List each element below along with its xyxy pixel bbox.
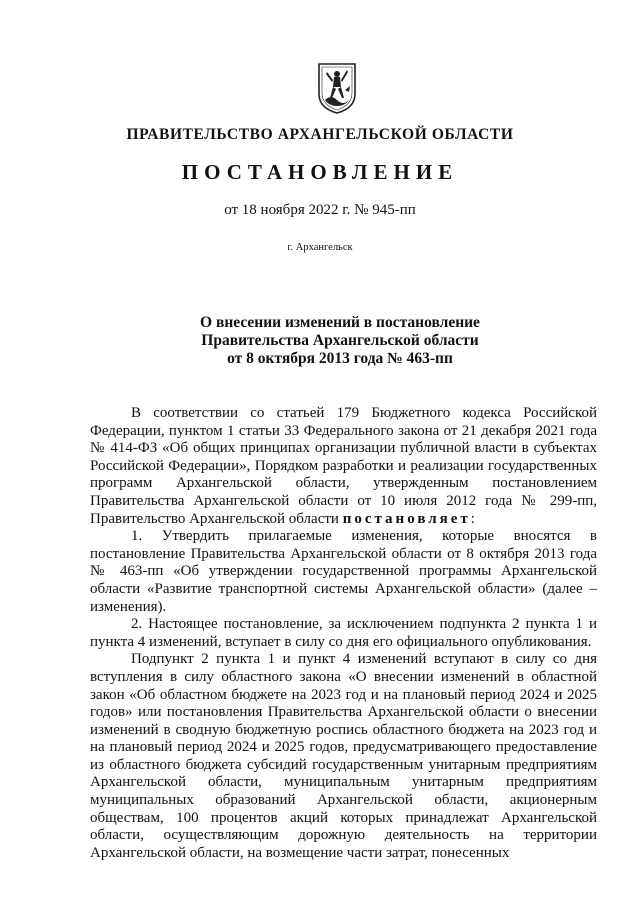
resolution-keyword: постановляет <box>342 510 471 527</box>
organization-name: ПРАВИТЕЛЬСТВО АРХАНГЕЛЬСКОЙ ОБЛАСТИ <box>126 126 514 143</box>
paragraph-punctuation: : <box>470 510 475 527</box>
coat-of-arms-icon <box>315 60 359 116</box>
document-title <box>140 314 540 368</box>
body-paragraph: Подпункт 2 пункта 1 и пункт 4 изменений вступают в силу со дня вступления в силу областного закона «О внесении изменений в областной закон «Об областном бюджете на 2023 год и на плановый период 2024 и 2025 годов» или постановления Правительства Архангельской области о внесении изменений в сводную бюджетную роспись областного бюджета на 2023 год и на плановый период 2024 и 2025 годов, предусматривающего предоставление из областного бюджета субсидий государственным унитарным предприятиям Архангельской области, муниципальным унитарным предприятиям муниципальных образований Архангельской области, акционерным обществам, 100 процентов акций которых принадлежат Архангельской области, осуществляющим дорожную деятельность на территории Архангельской области, на возмещение части затрат, понесенных <box>90 651 597 861</box>
document-body <box>90 405 597 862</box>
body-paragraph <box>90 405 597 528</box>
title-line: Правительства Архангельской области <box>201 332 479 349</box>
document-city: г. Архангельск <box>287 242 353 253</box>
document-type: ПОСТАНОВЛЕНИЕ <box>181 160 459 184</box>
title-line: О внесении изменений в постановление <box>200 314 480 331</box>
title-line: от 8 октября 2013 года № 463-пп <box>227 350 453 367</box>
paragraph-text: В соответствии со статьей 179 Бюджетного кодекса Российской Федерации, пунктом 1 статьи 33 Федерального закона от 21 декабря 2021 года № 414-ФЗ «Об общих принципах организации публичной власти в субъектах Российской Федерации», Порядком разработки и реализации государственных программ Архангельской области, утвержденным постановлением Правительства Архангельской области от 10 июля 2012 года № 299-пп, Правительство Архангельской области <box>90 405 597 527</box>
document-date-number: от 18 ноября 2022 г. № 945-пп <box>224 202 416 218</box>
body-paragraph: 1. Утвердить прилагаемые изменения, которые вносятся в постановление Правительства Архангельской области от 8 октября 2013 года № 463-пп «Об утверждении государственной программы Архангельской области «Развитие транспортной системы Архангельской области» (далее – изменения). <box>90 528 597 615</box>
body-paragraph: 2. Настоящее постановление, за исключением подпункта 2 пункта 1 и пункта 4 изменений, вступает в силу со дня его официального опубликования. <box>90 616 597 650</box>
